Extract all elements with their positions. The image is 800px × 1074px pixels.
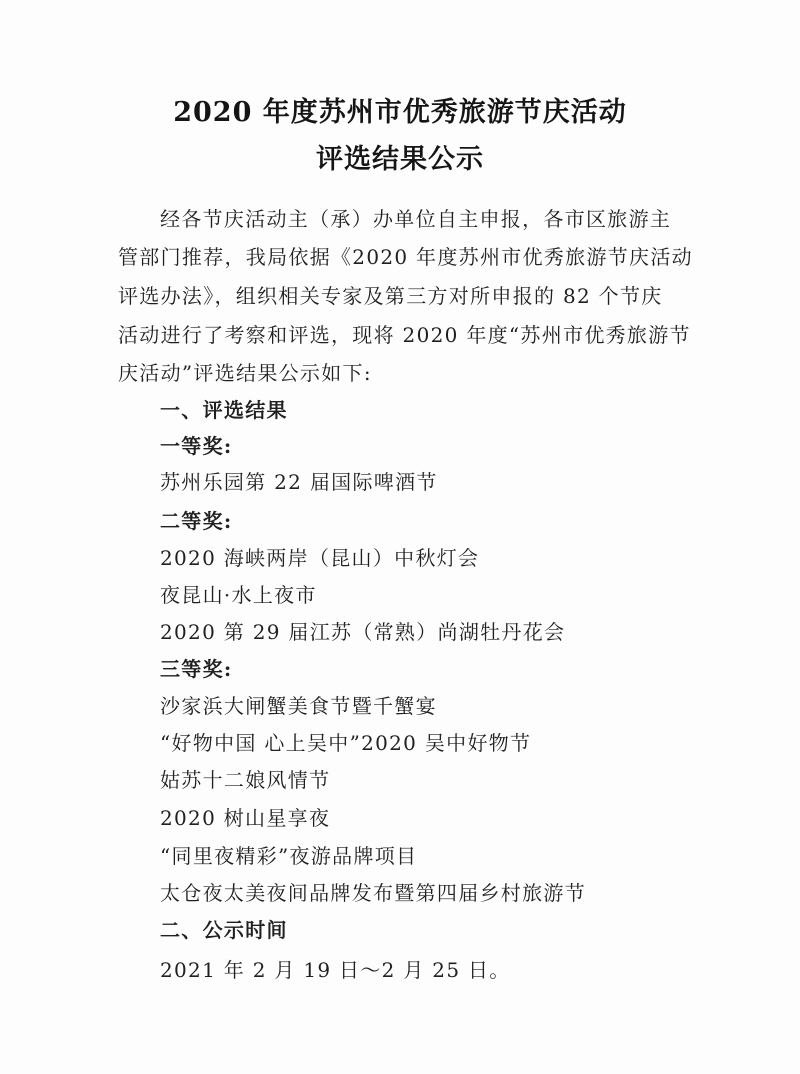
- award-item: 姑苏十二娘风情节: [160, 768, 331, 792]
- second-prize-label: 二等奖:: [160, 509, 233, 533]
- third-prize-label: 三等奖:: [160, 657, 233, 681]
- award-item: 2020 第 29 届江苏（常熟）尚湖牡丹花会: [160, 620, 566, 644]
- intro-line: 庆活动”评选结果公示如下:: [118, 361, 372, 385]
- intro-line: 评选办法》，组织相关专家及第三方对所申报的 82 个节庆: [118, 284, 663, 308]
- award-item: “好物中国 心上吴中”2020 吴中好物节: [160, 731, 532, 755]
- award-item: 太仓夜太美夜间品牌发布暨第四届乡村旅游节: [160, 881, 586, 905]
- award-item: 2020 树山星享夜: [160, 806, 331, 830]
- first-prize-label: 一等奖:: [160, 434, 233, 458]
- award-item: 沙家浜大闸蟹美食节暨千蟹宴: [160, 694, 437, 718]
- award-item: 夜昆山·水上夜市: [160, 583, 317, 607]
- intro-line: 经各节庆活动主（承）办单位自主申报，各市区旅游主: [160, 207, 672, 231]
- intro-line: 管部门推荐，我局依据《2020 年度苏州市优秀旅游节庆活动: [118, 245, 693, 269]
- document-subtitle: 评选结果公示: [316, 144, 484, 175]
- award-item: 苏州乐园第 22 届国际啤酒节: [160, 470, 438, 494]
- publicity-period: 2021 年 2 月 19 日～2 月 25 日。: [160, 958, 511, 982]
- award-item: 2020 海峡两岸（昆山）中秋灯会: [160, 546, 480, 570]
- document-title: 2020 年度苏州市优秀旅游节庆活动: [173, 97, 627, 128]
- intro-line: 活动进行了考察和评选，现将 2020 年度“苏州市优秀旅游节: [118, 323, 691, 347]
- section-heading-period: 二、公示时间: [160, 918, 288, 942]
- section-heading-results: 一、评选结果: [160, 398, 288, 422]
- award-item: “同里夜精彩”夜游品牌项目: [160, 844, 418, 868]
